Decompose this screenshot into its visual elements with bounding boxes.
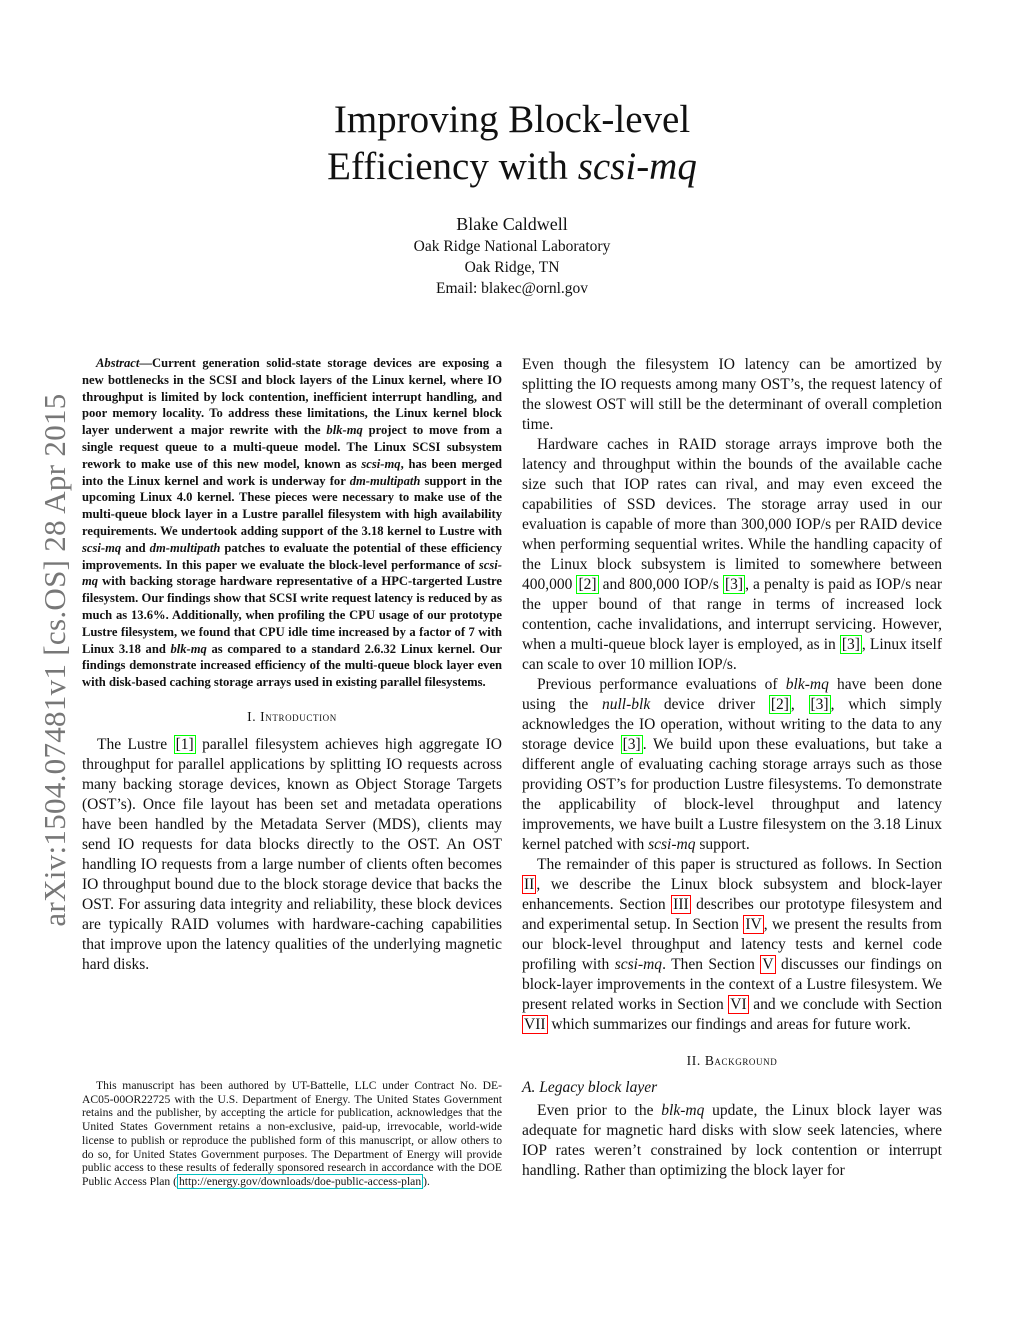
- body-text: device driver: [650, 696, 769, 713]
- title-line-2-text: Efficiency with: [327, 145, 578, 188]
- citation-link[interactable]: [3]: [810, 696, 829, 713]
- body-text: , we present the results from our block-level throughput and latency tests and kernel code profiling with: [522, 916, 942, 973]
- author-block: [0, 212, 1024, 299]
- abstract-text: —Current generation solid-state storage devices are exposing a new bottlenecks in the SCSI and block layers of the Linux kernel, where IO throughput is limited by lock contention, inefficient interrupt handling, and poor memory locality. To address these limitations, the Linux kernel block layer underwent a major rewrite with the: [82, 356, 502, 438]
- title-line-2: [0, 143, 1024, 190]
- title-line-1: Improving Block-level: [333, 98, 691, 141]
- body-text: which summarizes our findings and areas for future work.: [547, 1016, 911, 1033]
- abstract-text: support in the upcoming Linux 4.0 kernel. These pieces were necessary to make use of the multi-queue block layer in a Lustre parallel filesystem with high availability requirements. We undertook adding support of the 3.18 kernel to Lustre with: [82, 473, 502, 538]
- body-text: update, the Linux block layer was adequate for magnetic hard disks with slow seek latencies, where IOP rates weren’t constrained by lock contention or interrupt handling. Rather than optimizing the block layer for: [522, 1102, 942, 1179]
- term: blk-mq: [661, 1102, 705, 1119]
- body-text: ,: [790, 696, 809, 713]
- abstract-label: Abstract: [96, 356, 140, 370]
- abstract-term: scsi-mq: [82, 557, 502, 589]
- right-column: [522, 355, 942, 1181]
- body-text: . We build upon these evaluations, but take a different angle of evaluating caching storage arrays such as those providing OST’s for production Lustre filesystems. To demonstrate the applicability of block-level throughput and latency improvements, we have built a Lustre filesystem on the 3.18 Linux kernel patched with: [522, 736, 942, 853]
- author-email[interactable]: Email: blakec@ornl.gov: [435, 280, 588, 297]
- section-link[interactable]: II: [524, 876, 535, 893]
- body-text: , which simply acknowledges the IO operation, without writing to the data to any storage device: [522, 696, 942, 753]
- body-text: parallel filesystem achieves high aggregate IO throughput for parallel applications by splitting IO requests across many backing storage devices, known as Object Storage Targets (OST’s). Once file layout has been set and metadata operations have been handled by the Metadata Server (MDS), clients may send IO requests for data blocks directly to the OST. An OST handling IO requests from a large number of clients often becomes IO throughput bound due to the block storage device that backs the OST. For assuring data integrity and reliability, these block devices are typically RAID volumes with hardware-caching capabilities that improve upon the latency qualities of the underlying magnetic hard disks.: [82, 735, 502, 973]
- footnote-end: ).: [423, 1174, 430, 1188]
- author-affiliation: Oak Ridge National Laboratory: [413, 238, 611, 255]
- body-text: have been done using the: [522, 676, 943, 713]
- body-text: , we describe the Linux block subsystem and block-layer enhancements. Section: [522, 876, 942, 913]
- paragraph-2: [522, 435, 942, 675]
- paper-title: [0, 96, 1024, 190]
- section-heading-background: II. Background: [686, 1053, 778, 1068]
- section-link[interactable]: VII: [524, 1016, 546, 1033]
- abstract-term: blk-mq: [170, 641, 207, 656]
- body-text: Previous performance evaluations of: [537, 676, 786, 693]
- abstract-term: scsi-mq: [361, 456, 401, 471]
- abstract: [82, 355, 502, 691]
- paragraph-5: [522, 1101, 942, 1181]
- section-link[interactable]: V: [762, 956, 774, 973]
- abstract-term: blk-mq: [326, 423, 363, 438]
- section-link[interactable]: IV: [745, 916, 762, 933]
- arxiv-stamp: arXiv:1504.07481v1 [cs.OS] 28 Apr 2015: [37, 393, 72, 927]
- term: scsi-mq: [614, 956, 663, 973]
- abstract-text: as compared to a standard 2.6.32 Linux kernel. Our findings demonstrate increased efficiency of the multi-queue block layer even with disk-based caching storage arrays used in existing parallel filesystems.: [82, 641, 503, 690]
- citation-link[interactable]: [2]: [770, 696, 789, 713]
- author-location: Oak Ridge, TN: [464, 259, 560, 276]
- body-text: and we conclude with Section: [748, 996, 943, 1013]
- abstract-text: , has been merged into the Linux kernel and work is underway for: [82, 456, 502, 488]
- paragraph-4: [522, 855, 942, 1035]
- url-link[interactable]: http://energy.gov/downloads/doe-public-access-plan: [179, 1174, 422, 1188]
- term: scsi-mq: [648, 836, 696, 853]
- citation-link[interactable]: [3]: [622, 736, 641, 753]
- body-text: , a penalty is paid as IOP/s near the upper bound of that range in terms of increased lock contention, cache invalidations, and interrupt servicing. However, when a multi-queue block layer is employed, as in: [522, 576, 942, 653]
- abstract-text: with backing storage hardware representative of a HPC-targerted Lustre filesystem. Our findings show that SCSI write request latency is reduced by as much as 13.6%. Additionally, when profiling the CPU usage of our prototype Lustre filesystem, we found that CPU idle time increased by a factor of 7 with Linux 3.18 and: [82, 574, 502, 656]
- section-heading-introduction: I. Introduction: [247, 708, 337, 724]
- body-text: The Lustre: [97, 735, 174, 753]
- abstract-text: patches to evaluate the potential of these efficiency improvements. In this paper we evaluate the block-level performance of: [82, 540, 502, 572]
- abstract-term: dm-multipath: [149, 540, 221, 555]
- body-text: Even prior to the: [537, 1102, 662, 1119]
- body-text: Hardware caches in RAID storage arrays improve both the latency and throughput within the bounds of the available cache size such that IOP rates can rival, and may even exceed the capabilities of SSD devices. The storage array used in our evaluation is capable of more than 300,000 IOP/s per RAID device when performing sequential writes. While the handling capacity of the Linux block subsystem is limited to somewhere between 400,000: [522, 436, 942, 593]
- subsection-heading: A. Legacy block layer: [522, 1079, 658, 1096]
- section-link[interactable]: VI: [730, 996, 747, 1013]
- left-column: [82, 355, 502, 975]
- intro-paragraph: [82, 735, 502, 975]
- body-text: , Linux itself can scale to over 10 million IOP/s.: [522, 636, 942, 673]
- abstract-term: scsi-mq: [82, 540, 122, 555]
- citation-link[interactable]: [2]: [578, 576, 597, 593]
- body-text: support.: [695, 836, 750, 853]
- body-text: discusses our findings on block-layer improvements in the context of a Lustre filesystem. We present related works in Section: [522, 956, 942, 1013]
- title-italic: scsi-mq: [577, 145, 697, 188]
- body-text: The remainder of this paper is structured as follows. In Section: [537, 856, 942, 873]
- footnote: [82, 1079, 502, 1189]
- abstract-text: and: [121, 540, 150, 555]
- body-text: and 800,000 IOP/s: [598, 576, 723, 593]
- citation-link[interactable]: [3]: [724, 576, 744, 593]
- body-text: . Then Section: [662, 956, 761, 973]
- section-link[interactable]: III: [673, 896, 689, 913]
- citation-link[interactable]: [3]: [841, 636, 860, 653]
- body-text: describes our prototype filesystem and and experimental setup. In Section: [522, 896, 942, 933]
- term: null-blk: [601, 696, 651, 713]
- citation-link[interactable]: [1]: [175, 735, 194, 753]
- paragraph-1: Even though the filesystem IO latency can be amortized by splitting the IO requests among many OST’s, the request latency of the slowest OST will still be the determinant of overall completion time.: [522, 356, 942, 433]
- author-name: Blake Caldwell: [456, 214, 568, 234]
- paragraph-3: [522, 675, 942, 855]
- abstract-term: dm-multipath: [349, 473, 421, 488]
- abstract-text: project to move from a single request queue to a multi-queue model. The Linux SCSI subsystem rework to make use of this new model, known as: [82, 423, 503, 471]
- footnote-text: This manuscript has been authored by UT-Battelle, LLC under Contract No. DE-AC05-00OR22725 with the U.S. Department of Energy. The United States Government retains and the publisher, by accepting the article for publication, acknowledges that the United States Government retains a non-exclusive, paid-up, irrevocable, world-wide license to publish or reproduce the published form of this manuscript, or allow others to do so, for United States Government purposes. The Department of Energy will provide public access to these results of federally sponsored research in accordance with the DOE Public Access Plan (: [82, 1079, 502, 1188]
- term: blk-mq: [785, 676, 829, 693]
